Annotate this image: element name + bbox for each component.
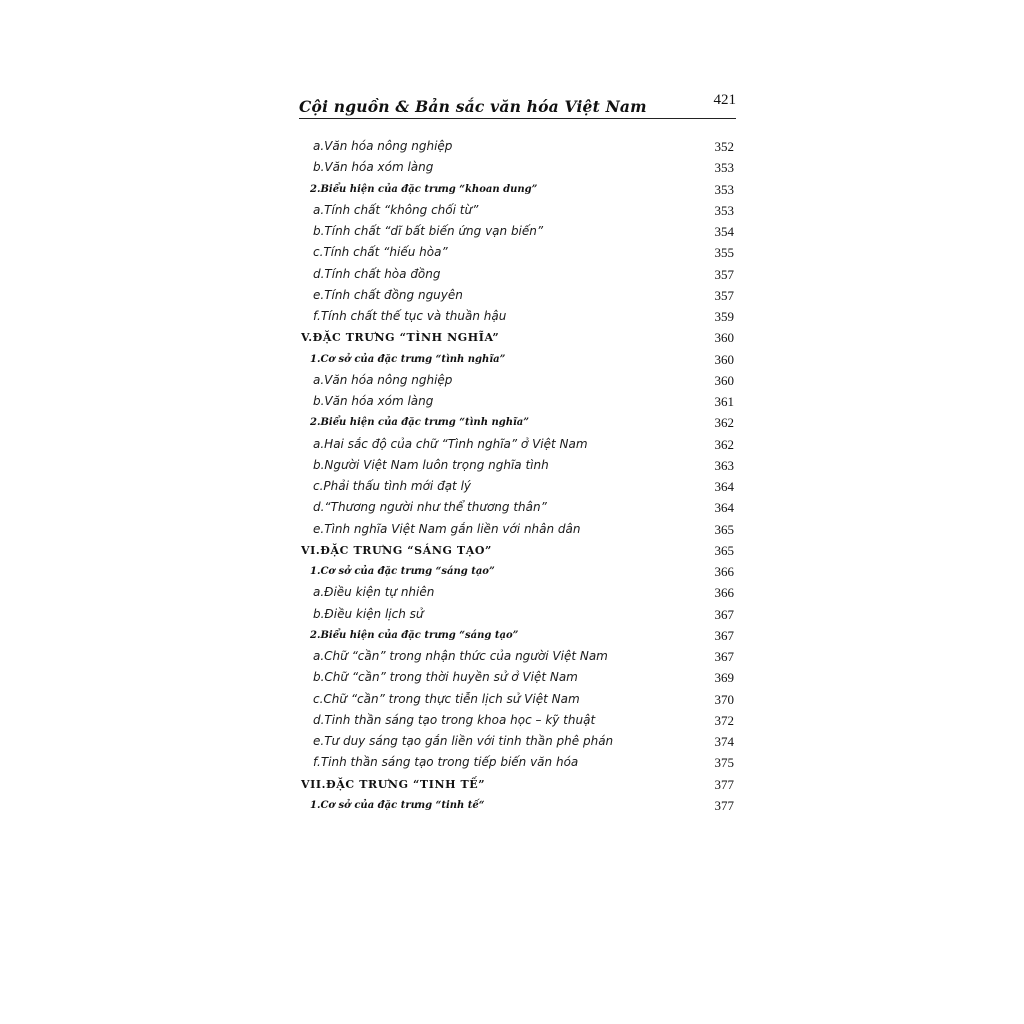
toc-entry-title: 1.Cơ sở của đặc trưng “tinh tế“ — [310, 799, 485, 811]
toc-entry-item — [299, 667, 736, 688]
toc-entry-item — [299, 200, 736, 221]
toc-entry-item — [299, 731, 736, 752]
toc-entry-title: d.“Thương người như thể thương thân” — [313, 500, 547, 515]
toc-entry-item — [299, 497, 736, 518]
toc-entry-sub — [299, 795, 736, 816]
toc-entry-title: a.Văn hóa nông nghiệp — [313, 372, 453, 387]
toc-entry-title: e.Tính chất đồng nguyên — [313, 287, 463, 302]
toc-entry-title: a.Văn hóa nông nghiệp — [313, 139, 453, 153]
toc-entry-item — [299, 434, 736, 455]
toc-entry-page: 353 — [714, 181, 734, 197]
toc-entry-title: 1.Cơ sở của đặc trưng “tình nghĩa” — [310, 353, 506, 365]
running-header — [299, 88, 736, 119]
toc-entry-title: d.Tinh thần sáng tạo trong khoa học – kỹ thuật — [313, 712, 596, 727]
toc-entry-item — [299, 519, 736, 540]
toc-entry-title: a.Điều kiện tự nhiên — [313, 585, 435, 600]
toc-entry-page: 361 — [714, 394, 734, 409]
toc-entry-title: 2.Biểu hiện của đặc trưng “tình nghĩa” — [310, 417, 530, 429]
toc-entry-page: 369 — [714, 670, 734, 686]
toc-entry-sub — [299, 625, 736, 646]
toc-entry-page: 360 — [714, 372, 734, 388]
toc-entry-item — [299, 689, 736, 710]
toc-entry-title: e.Tư duy sáng tạo gắn liền với tinh thần phê phán — [313, 734, 614, 748]
toc-entry-sub — [299, 412, 736, 433]
toc-entry-chapter — [299, 774, 736, 795]
toc-entry-sub — [299, 179, 736, 200]
toc-entry-chapter — [299, 327, 736, 348]
toc-entry-item — [299, 476, 736, 497]
toc-entry-title: c.Tính chất “hiếu hòa” — [313, 245, 448, 260]
toc-entry-item — [299, 242, 736, 263]
toc-entry-title: c.Chữ “cần” trong thực tiễn lịch sử Việt Nam — [313, 691, 580, 706]
toc-entry-item — [299, 646, 736, 667]
toc-entry-item — [299, 306, 736, 327]
toc-entry-page: 364 — [714, 479, 734, 494]
toc-entry-title: VI.ĐẶC TRƯNG “SÁNG TẠO” — [301, 543, 492, 557]
toc-entry-item — [299, 455, 736, 476]
toc-entry-item — [299, 285, 736, 306]
toc-entry-title: V.ĐẶC TRƯNG “TÌNH NGHĨA” — [301, 331, 500, 345]
toc-entry-sub — [299, 561, 736, 582]
toc-entry-title: 2.Biểu hiện của đặc trưng “sáng tạo” — [310, 629, 519, 641]
toc-entry-title: c.Phải thấu tình mới đạt lý — [313, 479, 472, 493]
toc-entry-page: 357 — [714, 266, 734, 282]
toc-entry-page: 362 — [714, 436, 734, 452]
toc-entry-page: 377 — [714, 776, 734, 792]
toc-entry-page: 367 — [714, 649, 734, 664]
table-of-contents — [299, 136, 736, 816]
toc-entry-page: 374 — [714, 734, 734, 749]
toc-entry-item — [299, 370, 736, 391]
toc-entry-title: f.Tính chất thế tục và thuần hậu — [313, 309, 507, 323]
toc-entry-item — [299, 157, 736, 178]
toc-entry-page: 357 — [714, 287, 734, 303]
toc-entry-page: 372 — [714, 712, 734, 728]
toc-entry-title: f.Tinh thần sáng tạo trong tiếp biến văn hóa — [313, 755, 579, 770]
toc-entry-page: 363 — [714, 457, 734, 473]
toc-entry-title: b.Tính chất “dĩ bất biến ứng vạn biến” — [313, 224, 544, 238]
toc-entry-item — [299, 264, 736, 285]
toc-entry-page: 355 — [714, 245, 734, 261]
toc-entry-title: a.Hai sắc độ của chữ “Tình nghĩa” ở Việt Nam — [313, 436, 588, 451]
toc-entry-page: 367 — [714, 627, 734, 643]
toc-entry-title: VII.ĐẶC TRƯNG “TINH TẾ” — [301, 777, 486, 791]
book-title: Cội nguồn & Bản sắc văn hóa Việt Nam — [299, 97, 647, 116]
toc-entry-item — [299, 604, 736, 625]
toc-entry-page: 377 — [714, 797, 734, 813]
toc-entry-title: b.Văn hóa xóm làng — [313, 160, 434, 175]
toc-entry-page: 352 — [714, 139, 734, 154]
toc-entry-page: 360 — [714, 330, 734, 346]
toc-entry-page: 362 — [714, 415, 734, 431]
toc-entry-title: e.Tình nghĩa Việt Nam gắn liền với nhân dân — [313, 521, 581, 536]
toc-entry-title: b.Điều kiện lịch sử — [313, 606, 424, 621]
toc-entry-title: 2.Biểu hiện của đặc trưng “khoan dung” — [310, 183, 538, 195]
toc-entry-item — [299, 221, 736, 242]
toc-entry-page: 359 — [714, 309, 734, 324]
toc-entry-item — [299, 710, 736, 731]
toc-entry-page: 366 — [714, 585, 734, 601]
toc-entry-sub — [299, 349, 736, 370]
toc-entry-page: 375 — [714, 755, 734, 771]
page-number: 421 — [713, 92, 736, 108]
toc-entry-chapter — [299, 540, 736, 561]
toc-entry-page: 365 — [714, 542, 734, 558]
toc-entry-page: 353 — [714, 202, 734, 218]
toc-entry-item — [299, 391, 736, 412]
toc-entry-title: a.Tính chất “không chối từ” — [313, 202, 479, 217]
toc-entry-item — [299, 582, 736, 603]
toc-entry-page: 367 — [714, 606, 734, 622]
toc-entry-title: d.Tính chất hòa đồng — [313, 266, 441, 281]
toc-entry-page: 366 — [714, 564, 734, 579]
toc-entry-page: 360 — [714, 351, 734, 367]
toc-entry-page: 353 — [714, 160, 734, 176]
toc-entry-title: a.Chữ “cần” trong nhận thức của người Việt Nam — [313, 649, 608, 663]
toc-entry-item — [299, 752, 736, 773]
toc-entry-page: 364 — [714, 500, 734, 516]
toc-entry-page: 365 — [714, 521, 734, 537]
toc-entry-page: 354 — [714, 224, 734, 239]
toc-entry-page: 370 — [714, 691, 734, 707]
toc-entry-title: b.Chữ “cần” trong thời huyền sử ở Việt Nam — [313, 670, 578, 685]
toc-entry-title: b.Người Việt Nam luôn trọng nghĩa tình — [313, 457, 549, 472]
toc-entry-title: 1.Cơ sở của đặc trưng “sáng tạo” — [310, 566, 495, 577]
toc-entry-item — [299, 136, 736, 157]
toc-entry-title: b.Văn hóa xóm làng — [313, 394, 434, 408]
